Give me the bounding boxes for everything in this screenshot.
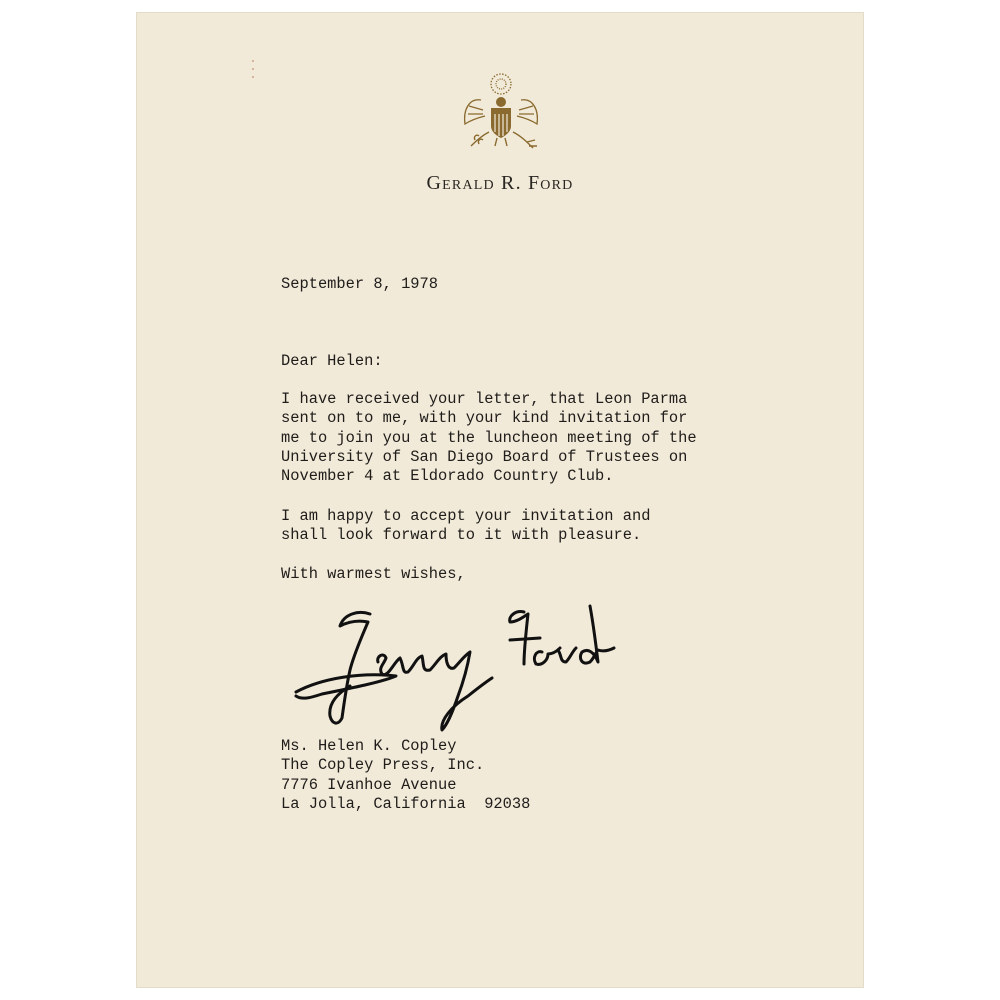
salutation: Dear Helen: bbox=[281, 352, 383, 370]
body-paragraph-2 bbox=[281, 507, 650, 546]
recipient-address bbox=[281, 737, 530, 814]
text-line: The Copley Press, Inc. bbox=[281, 756, 485, 775]
letterhead-name: Gerald R. Ford bbox=[426, 172, 574, 194]
closing: With warmest wishes, bbox=[281, 565, 466, 583]
text-line: 7776 Ivanhoe Avenue bbox=[281, 775, 457, 794]
body-paragraph-1 bbox=[281, 390, 697, 486]
text-line: sent on to me, with your kind invitation for bbox=[281, 409, 688, 428]
text-line: I have received your letter, that Leon Parma bbox=[281, 390, 688, 408]
handwritten-signature bbox=[292, 592, 622, 742]
presidential-seal-icon bbox=[459, 70, 543, 160]
letter-date: September 8, 1978 bbox=[281, 275, 439, 293]
text-line: University of San Diego Board of Trustees on bbox=[281, 447, 688, 466]
paper-mark bbox=[250, 58, 256, 80]
text-line: me to join you at the luncheon meeting of the bbox=[281, 428, 697, 447]
text-line: shall look forward to it with pleasure. bbox=[281, 526, 642, 545]
text-line: I am happy to accept your invitation and bbox=[281, 507, 651, 525]
text-line: La Jolla, California 92038 bbox=[281, 794, 531, 813]
text-line: Ms. Helen K. Copley bbox=[281, 737, 457, 755]
text-line: November 4 at Eldorado Country Club. bbox=[281, 467, 614, 486]
